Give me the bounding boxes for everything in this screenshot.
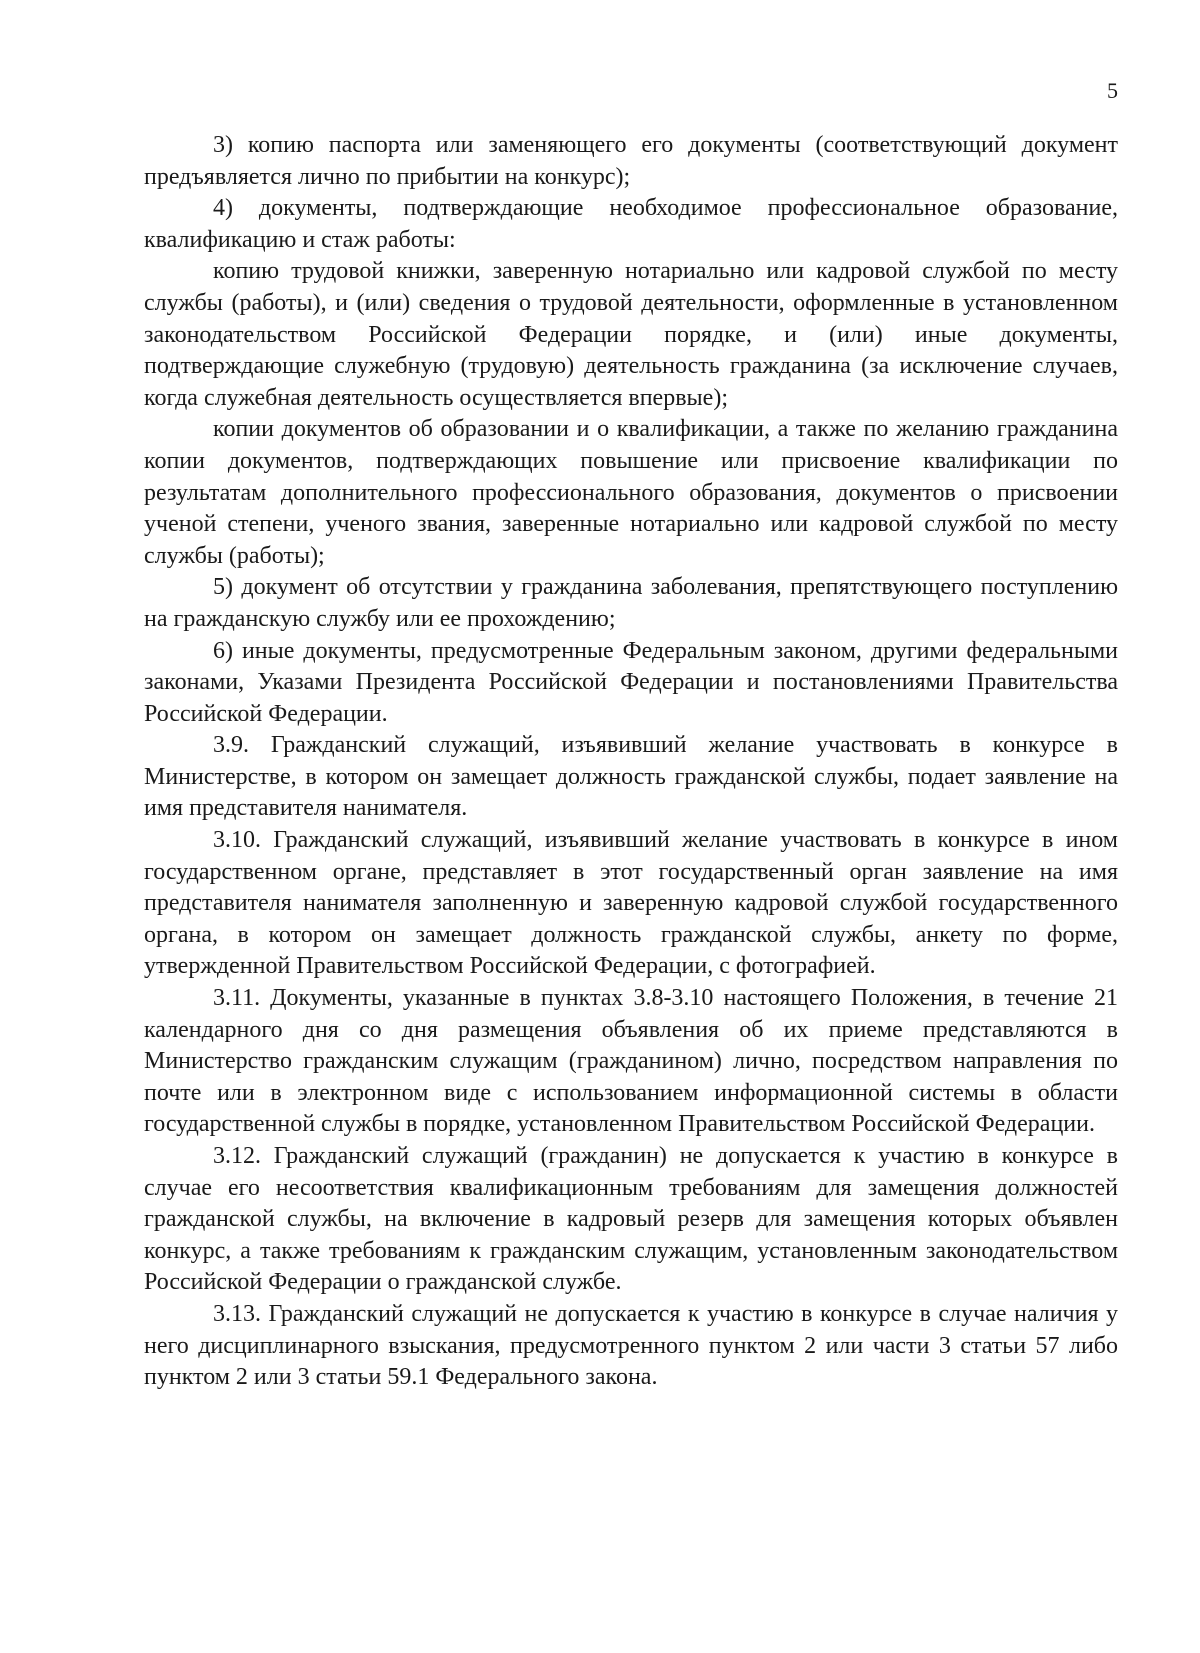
- paragraph-item-5-health: 5) документ об отсутствии у гражданина заболевания, препятствующего поступлению на гражданскую службу или ее прохождению;: [144, 574, 1118, 632]
- page-number: 5: [1107, 78, 1118, 103]
- paragraph-clause-3-12: 3.12. Гражданский служащий (гражданин) не допускается к участию в конкурсе в случае его несоответствия квалификационным требованиям для замещения должностей гражданской службы, на включение в кадровый резерв для замещения которых объявлен конкурс, а также требованиям к гражданским служащим, установленным законодательством Российской Федерации о гражданской службе.: [144, 1143, 1118, 1296]
- document-body: [144, 130, 1118, 1394]
- paragraph-item-4-documents: 4) документы, подтверждающие необходимое профессиональное образование, квалификацию и стаж работы:: [144, 195, 1118, 253]
- paragraph-clause-3-9: 3.9. Гражданский служащий, изъявивший желание участвовать в конкурсе в Министерстве, в котором он замещает должность гражданской службы, подает заявление на имя представителя нанимателя.: [144, 732, 1118, 822]
- paragraph-item-3-passport: 3) копию паспорта или заменяющего его документы (соответствующий документ предъявляется лично по прибытии на конкурс);: [144, 132, 1118, 190]
- paragraph-item-6-other-documents: 6) иные документы, предусмотренные Федеральным законом, другими федеральными законами, Указами Президента Российской Федерации и постановлениями Правительства Российской Федерации.: [144, 637, 1118, 727]
- paragraph-clause-3-10: 3.10. Гражданский служащий, изъявивший желание участвовать в конкурсе в ином государственном органе, представляет в этот государственный орган заявление на имя представителя нанимателя заполненную и заверенную кадровой службой государственного органа, в котором он замещает должность гражданской службы, анкету по форме, утвержденной Правительством Российской Федерации, с фотографией.: [144, 827, 1118, 980]
- paragraph-education-copies: копии документов об образовании и о квалификации, а также по желанию гражданина копии документов, подтверждающих повышение или присвоение квалификации по результатам дополнительного профессионального образования, документов о присвоении ученой степени, ученого звания, заверенные нотариально или кадровой службой по месту службы (работы);: [144, 416, 1118, 569]
- paragraph-work-book-copy: копию трудовой книжки, заверенную нотариально или кадровой службой по месту службы (работы), и (или) сведения о трудовой деятельности, оформленные в установленном законодательством Российской Федерации порядке, и (или) иные документы, подтверждающие служебную (трудовую) деятельность гражданина (за исключение случаев, когда служебная деятельность осуществляется впервые);: [144, 258, 1118, 411]
- paragraph-clause-3-13: 3.13. Гражданский служащий не допускается к участию в конкурсе в случае наличия у него дисциплинарного взыскания, предусмотренного пунктом 2 или части 3 статьи 57 либо пунктом 2 или 3 статьи 59.1 Федерального закона.: [144, 1300, 1118, 1391]
- paragraph-clause-3-11: 3.11. Документы, указанные в пунктах 3.8-3.10 настоящего Положения, в течение 21 календарного дня со дня размещения объявления об их приеме представляются в Министерство гражданским служащим (гражданином) лично, посредством направления по почте или в электронном виде с использованием информационной системы в области государственной службы в порядке, установленном Правительством Российской Федерации.: [144, 985, 1118, 1138]
